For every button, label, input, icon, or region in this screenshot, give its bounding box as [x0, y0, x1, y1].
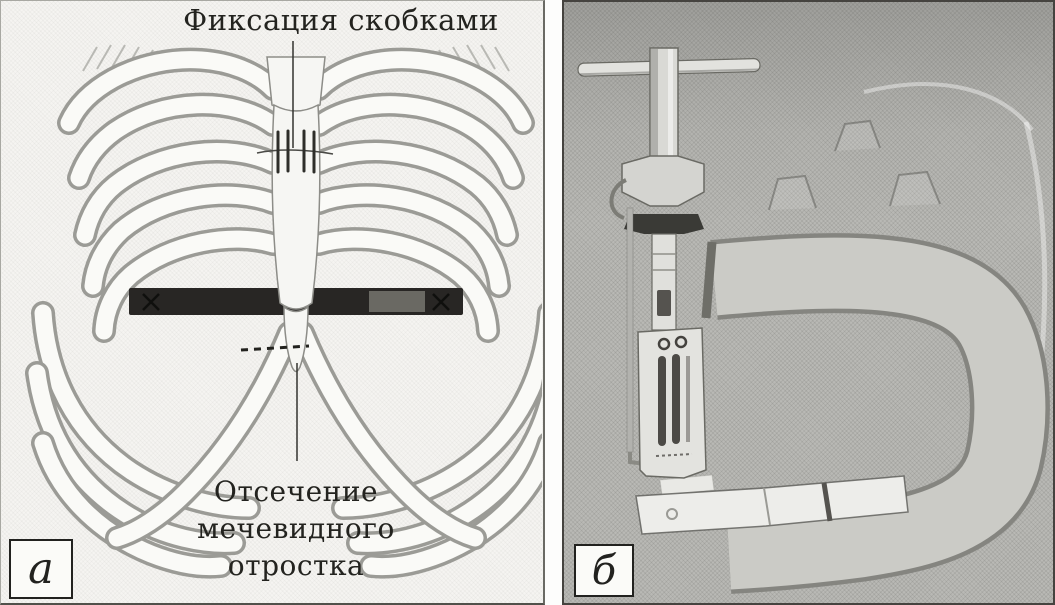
flange-nut: [624, 214, 704, 234]
annotation-xiphoid: [131, 473, 461, 584]
slotted-body: [638, 328, 706, 478]
c-frame-cut-end: [706, 242, 712, 318]
annotation-fixation: Фиксация скобками: [183, 3, 499, 37]
panel-a-letter: a: [28, 544, 54, 594]
annotation-xiphoid-line1: Отсечение: [213, 475, 379, 508]
panel-b: [562, 0, 1055, 605]
fabric-folds: [769, 121, 940, 210]
panel-b-letter: б: [591, 547, 617, 594]
sternum: [267, 57, 325, 372]
annotation-xiphoid-line2: мечевидного: [197, 512, 395, 545]
mid-shaft: [652, 234, 676, 330]
panel-b-letter-box: [574, 544, 634, 597]
annotation-xiphoid-line3: отростка: [227, 549, 365, 582]
wing-collar: [622, 156, 704, 206]
instrument-photo-icon: [564, 2, 1053, 603]
panel-a-letter-box: [9, 539, 73, 599]
screw-shaft: [650, 48, 678, 168]
guide-rod: [627, 208, 633, 452]
